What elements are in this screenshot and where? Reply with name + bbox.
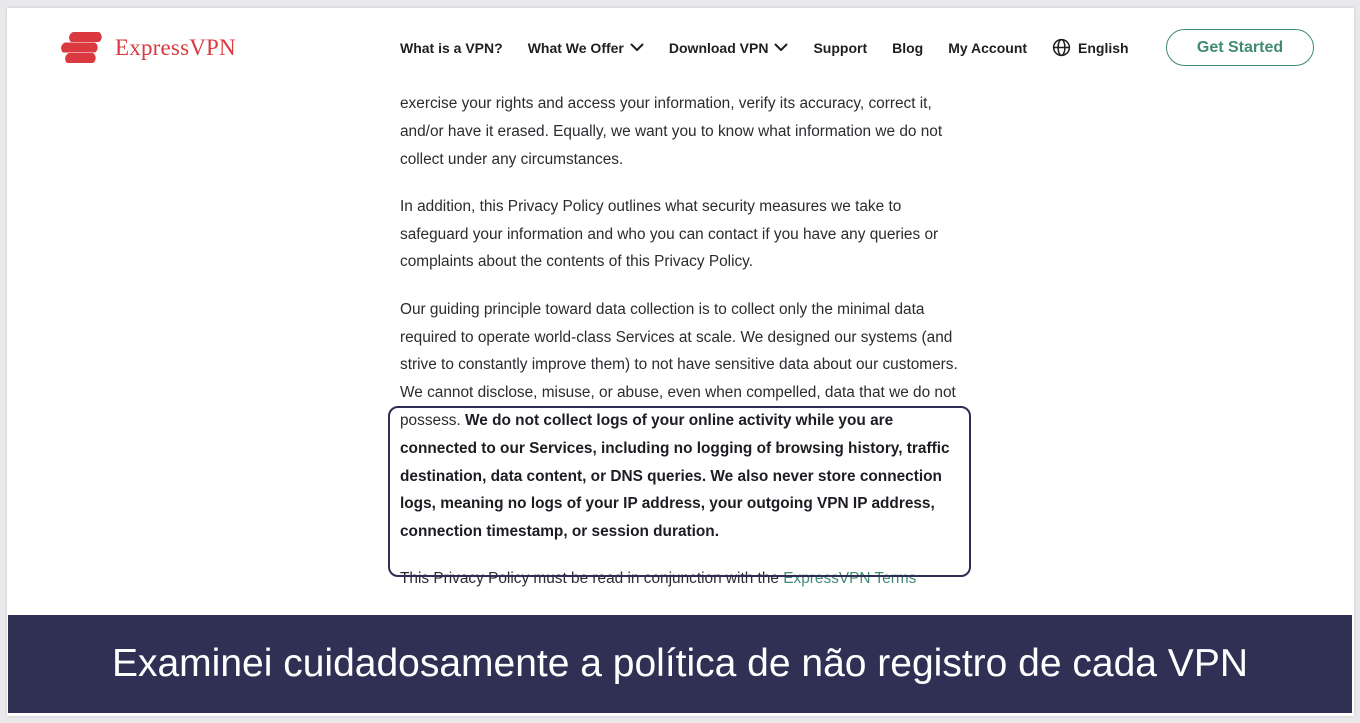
caption-banner [8,615,1352,713]
expressvpn-logo-icon [59,30,105,66]
nav-item-label: What is a VPN? [400,39,503,56]
nav-item-download-vpn[interactable] [669,40,789,56]
expressvpn-logo[interactable] [59,30,236,66]
privacy-policy-content [400,90,970,613]
nav-item-blog[interactable] [892,40,923,56]
paragraph-text: This Privacy Policy must be read in conjunction with the [400,570,784,588]
no-logs-statement: We do not collect logs of your online activity while you are connected to our Services, including no logging of browsing history, traffic destination, data content, or DNS queries. We also never store connection logs, meaning no logs of your IP address, your outgoing VPN IP address, connection timestamp, or session duration. [400,411,950,541]
nav-item-label: What We Offer [527,39,624,56]
chevron-down-icon [774,43,788,52]
language-selector[interactable] [1052,38,1129,57]
paragraph: In addition, this Privacy Policy outlines what security measures we take to safeguard your information and who you can contact if you have any queries or complaints about the contents of this Privacy Policy. [400,197,939,271]
nav-item-label: Support [813,39,868,56]
paragraph [400,565,970,593]
nav-item-support[interactable] [813,40,867,56]
paragraph-text: Our guiding principle toward data collection is to collect only the minimal data required to operate world-class Services at scale. We designed our systems (and strive to constantly improve them) to not have sensitive data about our customers. We cannot disclose, misuse, or abuse, even when compelled, data that we do not possess. [400,300,958,429]
brand-name: ExpressVPN [115,35,236,60]
paragraph [400,296,970,546]
nav-item-label: Blog [892,39,924,56]
paragraph: exercise your rights and access your information, verify its accuracy, correct it, and/or have it erased. Equally, we want you to know what information we do not collect under any circumstances. [400,95,943,168]
site-header [7,8,1354,92]
chevron-down-icon [630,43,644,52]
nav-item-my-account[interactable] [948,40,1027,56]
terms-link[interactable]: ExpressVPN Terms [783,570,917,588]
browser-page [7,8,1354,716]
caption-text: Examinei cuidadosamente a política de não registro de cada VPN [111,642,1248,685]
main-nav [400,38,1154,57]
nav-item-what-we-offer[interactable] [528,40,644,56]
nav-item-label: Download VPN [668,39,769,56]
language-label: English [1078,39,1129,56]
nav-item-what-is-a-vpn[interactable] [400,40,503,56]
globe-icon [1052,38,1071,57]
get-started-button[interactable]: Get Started [1166,29,1314,66]
nav-item-label: My Account [948,39,1028,56]
